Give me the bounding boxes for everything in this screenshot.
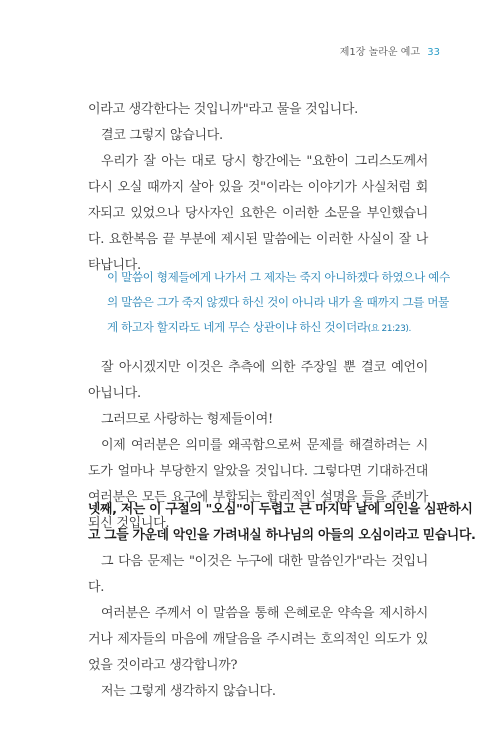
paragraph: 그러므로 사랑하는 형제들이여! xyxy=(101,412,273,427)
quote-line: 의 말씀은 그가 죽지 않겠다 하신 것이 아니라 내가 올 때까지 그를 머물 xyxy=(107,295,449,309)
paragraph: 이라고 생각한다는 것입니까"라고 물을 것입니다. xyxy=(88,102,359,117)
text-block-3 xyxy=(88,497,476,705)
chapter-title: 제1장 놀라운 예고 xyxy=(339,47,421,58)
bold-statement-line: 넷째, 저는 이 구절의 "오심"이 두렵고 큰 마지막 날에 의인을 심판하시 xyxy=(88,502,473,517)
bold-statement-line: 고 그들 가운데 악인을 가려내실 하나님의 아들의 오심이라고 믿습니다. xyxy=(88,528,476,543)
scripture-reference: (요 21:23). xyxy=(367,324,411,334)
paragraph: 결코 그렇지 않습니다. xyxy=(101,128,223,143)
page-number: 33 xyxy=(427,47,440,58)
quote-line xyxy=(107,315,425,342)
paragraph: 잘 아시겠지만 이것은 추측에 의한 주장일 뿐 결코 예언이 아닙니다. xyxy=(88,360,428,401)
running-head xyxy=(340,43,440,58)
paragraph: 이제 여러분은 의미를 왜곡함으로써 문제를 해결하려는 시도가 얼마나 부당한지 알았을 것입니다. 그렇다면 기대하건대 여러분은 모든 요구에 부합되는 합리적인 설명을 들을 준비가 되신 것입니다. xyxy=(88,438,428,531)
scripture-quote xyxy=(107,265,450,342)
quote-line: 이 말씀이 형제들에게 나가서 그 제자는 죽지 아니하겠다 하였으나 예수 xyxy=(107,270,450,284)
quote-line-text: 게 하고자 할지라도 네게 무슨 상관이냐 하신 것이더라 xyxy=(107,320,368,334)
paragraph: 여러분은 주께서 이 말씀을 통해 은혜로운 약속을 제시하시거나 제자들의 마음에 깨달음을 주시려는 호의적인 의도가 있었을 것이라고 생각합니까? xyxy=(88,606,428,673)
paragraph: 저는 그렇게 생각하지 않습니다. xyxy=(101,684,276,699)
paragraph: 그 다음 문제는 "이것은 누구에 대한 말씀인가"라는 것입니다. xyxy=(88,554,428,595)
paragraph: 우리가 잘 아는 대로 당시 항간에는 "요한이 그리스도께서 다시 오실 때까지 살아 있을 것"이라는 이야기가 사실처럼 회자되고 있었으나 당사자인 요한은 이러한 소문을 부인했습니다. 요한복음 끝 부분에 제시된 말씀에는 이러한 사실이 잘 나타납니다. xyxy=(88,154,428,273)
text-block-1 xyxy=(88,97,428,279)
